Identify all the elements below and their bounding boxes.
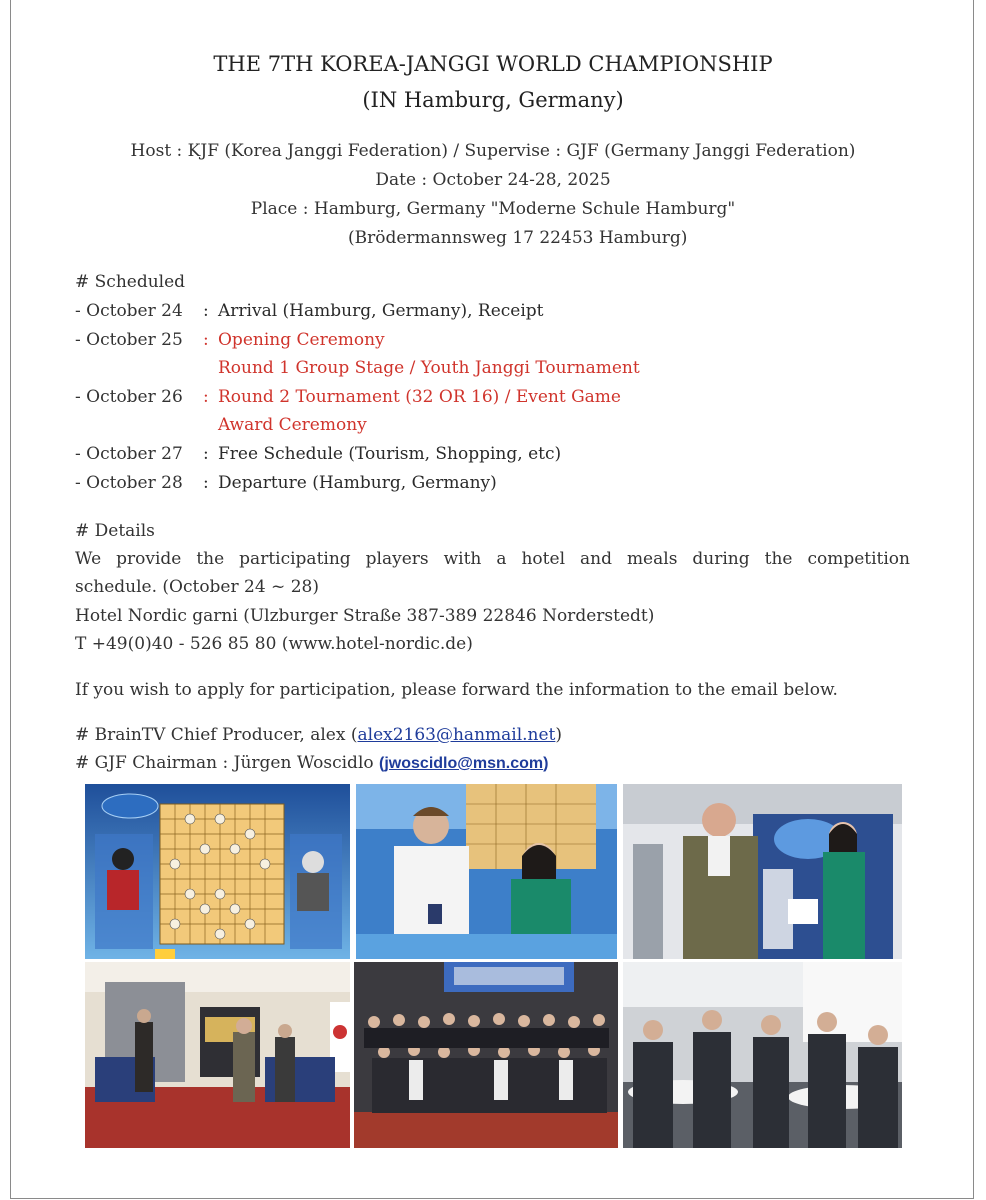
apply-line: If you wish to apply for participation, please forward the information to the email below. <box>75 680 838 700</box>
schedule-desc: Free Schedule (Tourism, Shopping, etc) <box>218 444 562 464</box>
schedule-desc: Award Ceremony <box>218 415 367 435</box>
photo-group-picture <box>354 962 618 1148</box>
contact-chairman-label: # GJF Chairman : Jürgen Woscidlo <box>75 753 380 773</box>
photo-banquet <box>623 962 902 1148</box>
hotel-line: Hotel Nordic garni (Ulzburger Straße 387-389 22846 Norderstedt) <box>75 606 655 626</box>
chairman-email-link[interactable]: jwoscidlo@msn.com <box>384 755 544 772</box>
details-paragraph-line1: We provide the participating players with a hotel and meals during the competition <box>75 549 910 569</box>
photo-players-studio <box>356 784 617 959</box>
details-paragraph-line2: schedule. (October 24 ~ 28) <box>75 577 319 597</box>
contact-producer-suffix: ) <box>555 725 563 745</box>
scheduled-heading: # Scheduled <box>75 272 186 292</box>
photo-broadcast-janggi-board <box>85 784 350 959</box>
schedule-colon: : <box>203 387 209 407</box>
schedule-desc: Arrival (Hamburg, Germany), Receipt <box>218 301 544 321</box>
address-line: (Brödermannsweg 17 22453 Hamburg) <box>348 228 688 248</box>
host-line: Host : KJF (Korea Janggi Federation) / Supervise : GJF (Germany Janggi Federation) <box>130 141 856 161</box>
schedule-colon: : <box>203 473 209 493</box>
schedule-desc: Round 2 Tournament (32 OR 16) / Event Game <box>218 387 621 407</box>
schedule-date: - October 27 <box>75 444 183 464</box>
photo-tournament-hall <box>85 962 350 1148</box>
schedule-colon: : <box>203 301 209 321</box>
contact-producer-label: # BrainTV Chief Producer, alex ( <box>75 725 358 745</box>
schedule-date: - October 24 <box>75 301 183 321</box>
date-line: Date : October 24-28, 2025 <box>375 170 611 190</box>
photo-interview <box>623 784 902 959</box>
schedule-date: - October 26 <box>75 387 183 407</box>
producer-email-link[interactable]: alex2163@hanmail.net <box>357 725 556 745</box>
place-line: Place : Hamburg, Germany "Moderne Schule Hamburg" <box>250 199 736 219</box>
document-title: THE 7TH KOREA-JANGGI WORLD CHAMPIONSHIP <box>213 52 773 76</box>
schedule-date: - October 28 <box>75 473 183 493</box>
contact-producer <box>75 725 562 745</box>
schedule-colon: : <box>203 330 209 350</box>
phone-line: T +49(0)40 - 526 85 80 (www.hotel-nordic.de) <box>75 634 473 654</box>
document-subtitle: (IN Hamburg, Germany) <box>362 88 624 112</box>
schedule-date: - October 25 <box>75 330 183 350</box>
details-heading: # Details <box>75 521 155 541</box>
schedule-colon: : <box>203 444 209 464</box>
schedule-desc: Opening Ceremony <box>218 330 385 350</box>
contact-chairman: # GJF Chairman : Jürgen Woscidlo (jwoscidlo@msn.com) <box>75 753 549 773</box>
schedule-desc: Departure (Hamburg, Germany) <box>218 473 497 493</box>
schedule-desc: Round 1 Group Stage / Youth Janggi Tournament <box>218 358 640 378</box>
